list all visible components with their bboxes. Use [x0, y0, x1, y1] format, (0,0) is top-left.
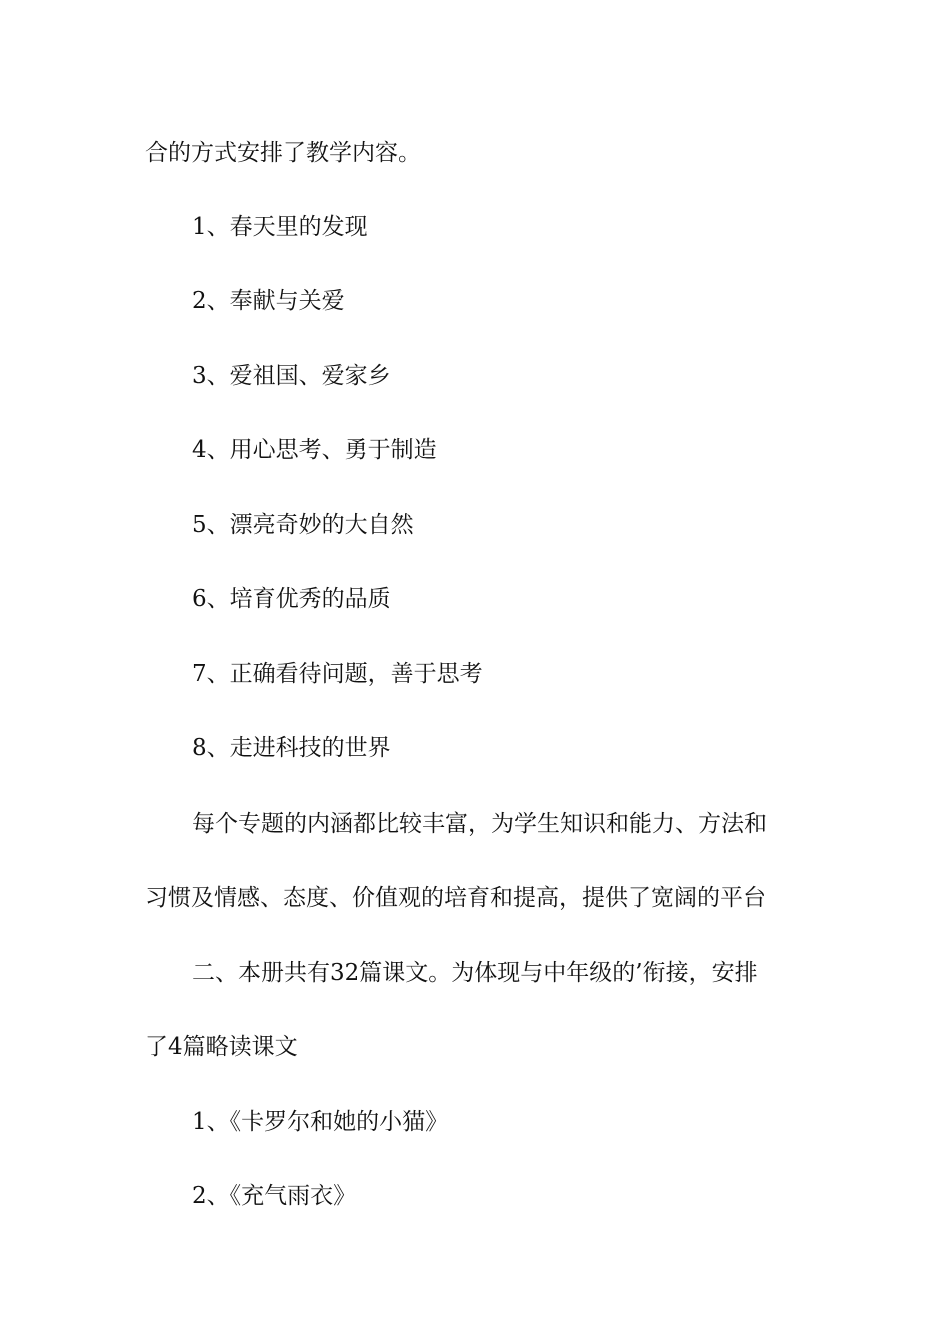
summary-paragraph-line-2: 习惯及情感、态度、价值观的培育和提高，提供了宽阔的平台 — [145, 885, 766, 911]
topic-item-4: 4、用心思考、勇于制造 — [192, 437, 437, 463]
section-two-line-1: 二、本册共有32篇课文。为体现与中年级的’衔接，安排 — [192, 960, 758, 986]
topic-item-7: 7、正确看待问题，善于思考 — [192, 661, 483, 687]
topic-item-1: 1、春天里的发现 — [192, 214, 368, 240]
summary-paragraph-line-1: 每个专题的内涵都比较丰富，为学生知识和能力、方法和 — [192, 811, 767, 837]
topic-item-5: 5、漂亮奇妙的大自然 — [192, 512, 414, 538]
reading-item-2: 2、《充气雨衣》 — [192, 1183, 357, 1209]
topic-item-2: 2、奉献与关爱 — [192, 288, 345, 314]
section-two-line-2: 了4篇略读课文 — [145, 1034, 298, 1060]
topic-item-3: 3、爱祖国、爱家乡 — [192, 363, 391, 389]
reading-item-1: 1、《卡罗尔和她的小猫》 — [192, 1109, 449, 1135]
topic-item-6: 6、培育优秀的品质 — [192, 586, 391, 612]
continuation-paragraph: 合的方式安排了教学内容。 — [145, 140, 421, 166]
topic-item-8: 8、走进科技的世界 — [192, 735, 391, 761]
